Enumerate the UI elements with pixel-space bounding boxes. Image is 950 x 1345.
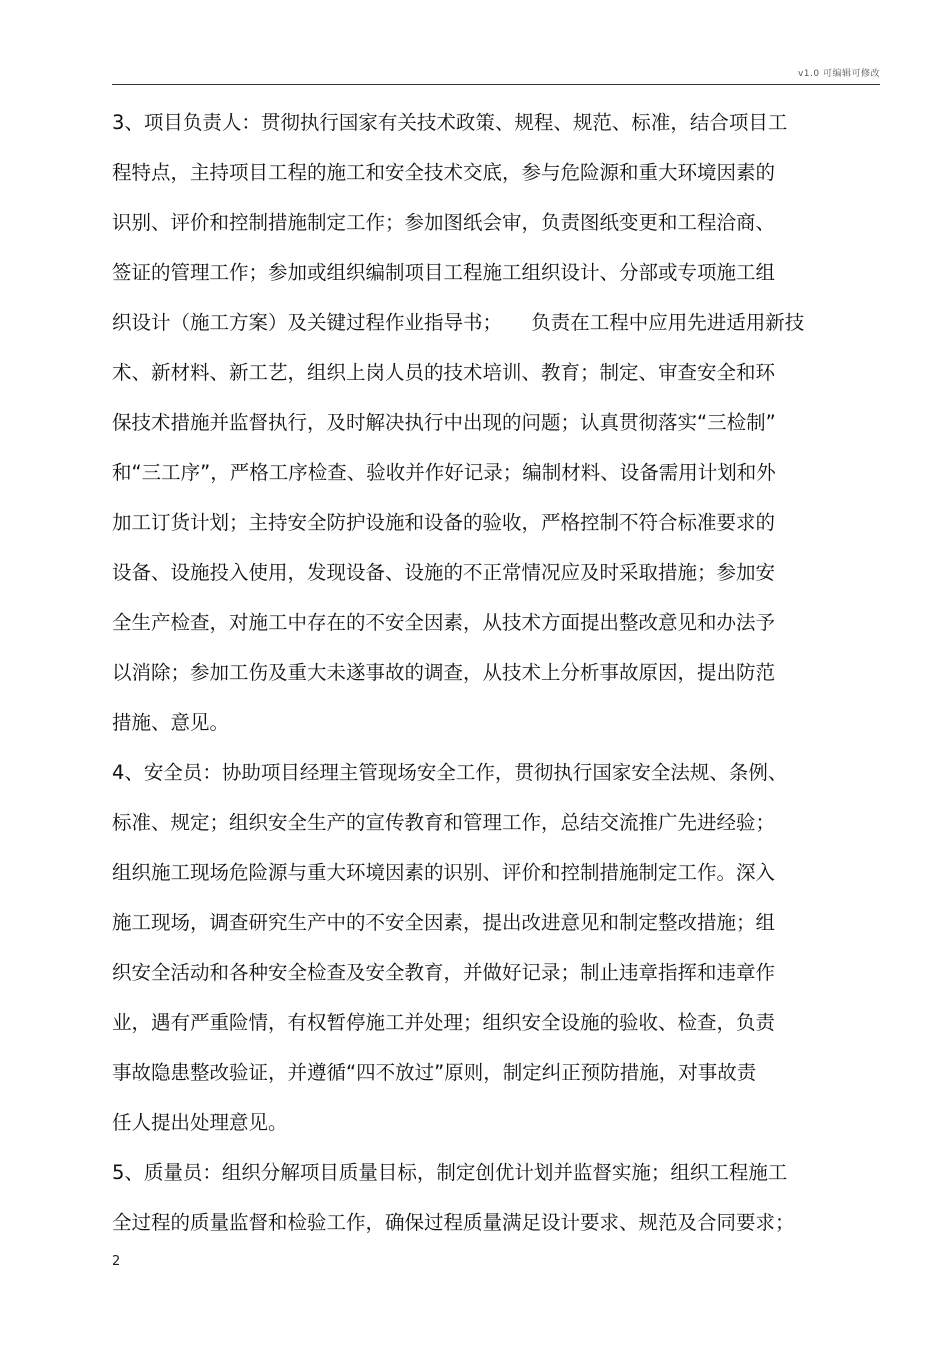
text-line: 组织施工现场危险源与重大环境因素的识别、评价和控制措施制定工作。深入 xyxy=(112,861,776,884)
version-tag: v1.0 可编辑可修改 xyxy=(797,69,880,79)
text-line: 设备、设施投入使用，发现设备、设施的不正常情况应及时采取措施；参加安 xyxy=(112,561,776,584)
text-line: 3、项目负责人：贯彻执行国家有关技术政策、规程、规范、标准，结合项目工 xyxy=(112,111,788,134)
text-line: 程特点，主持项目工程的施工和安全技术交底，参与危险源和重大环境因素的 xyxy=(112,161,776,184)
text-line: 织安全活动和各种安全检查及安全教育，并做好记录；制止违章指挥和违章作 xyxy=(112,961,776,984)
text-line: 识别、评价和控制措施制定工作；参加图纸会审，负责图纸变更和工程洽商、 xyxy=(112,211,776,234)
text-line: 4、安全员：协助项目经理主管现场安全工作，贯彻执行国家安全法规、条例、 xyxy=(112,761,788,784)
text-line: 5、质量员：组织分解项目质量目标，制定创优计划并监督实施；组织工程施工 xyxy=(112,1161,788,1184)
document-body xyxy=(112,98,872,1248)
text-line: 标准、规定；组织安全生产的宣传教育和管理工作，总结交流推广先进经验； xyxy=(112,811,776,834)
text-line: 加工订货计划；主持安全防护设施和设备的验收，严格控制不符合标准要求的 xyxy=(112,511,776,534)
text-line: 织设计（施工方案）及关键过程作业指导书； 负责在工程中应用先进适用新技 xyxy=(112,311,805,334)
text-line: 签证的管理工作；参加或组织编制项目工程施工组织设计、分部或专项施工组 xyxy=(112,261,776,284)
text-line: 任人提出处理意见。 xyxy=(112,1111,288,1134)
text-line: 措施、意见。 xyxy=(112,711,230,734)
text-line: 全生产检查，对施工中存在的不安全因素，从技术方面提出整改意见和办法予 xyxy=(112,611,776,634)
header-rule xyxy=(112,84,880,85)
text-line: 业，遇有严重险情，有权暂停施工并处理；组织安全设施的验收、检查，负责 xyxy=(112,1011,776,1034)
text-line: 以消除；参加工伤及重大未遂事故的调查，从技术上分析事故原因，提出防范 xyxy=(112,661,776,684)
text-line: 全过程的质量监督和检验工作，确保过程质量满足设计要求、规范及合同要求； xyxy=(112,1211,795,1234)
text-line: 保技术措施并监督执行，及时解决执行中出现的问题；认真贯彻落实“三检制” xyxy=(112,411,776,434)
page-number: 2 xyxy=(112,1254,121,1269)
text-line: 施工现场，调查研究生产中的不安全因素，提出改进意见和制定整改措施；组 xyxy=(112,911,776,934)
text-line: 术、新材料、新工艺，组织上岗人员的技术培训、教育；制定、审查安全和环 xyxy=(112,361,776,384)
text-line: 和“三工序”，严格工序检查、验收并作好记录；编制材料、设备需用计划和外 xyxy=(112,461,776,484)
text-line: 事故隐患整改验证，并遵循“四不放过”原则，制定纠正预防措施，对事故责 xyxy=(112,1061,757,1084)
